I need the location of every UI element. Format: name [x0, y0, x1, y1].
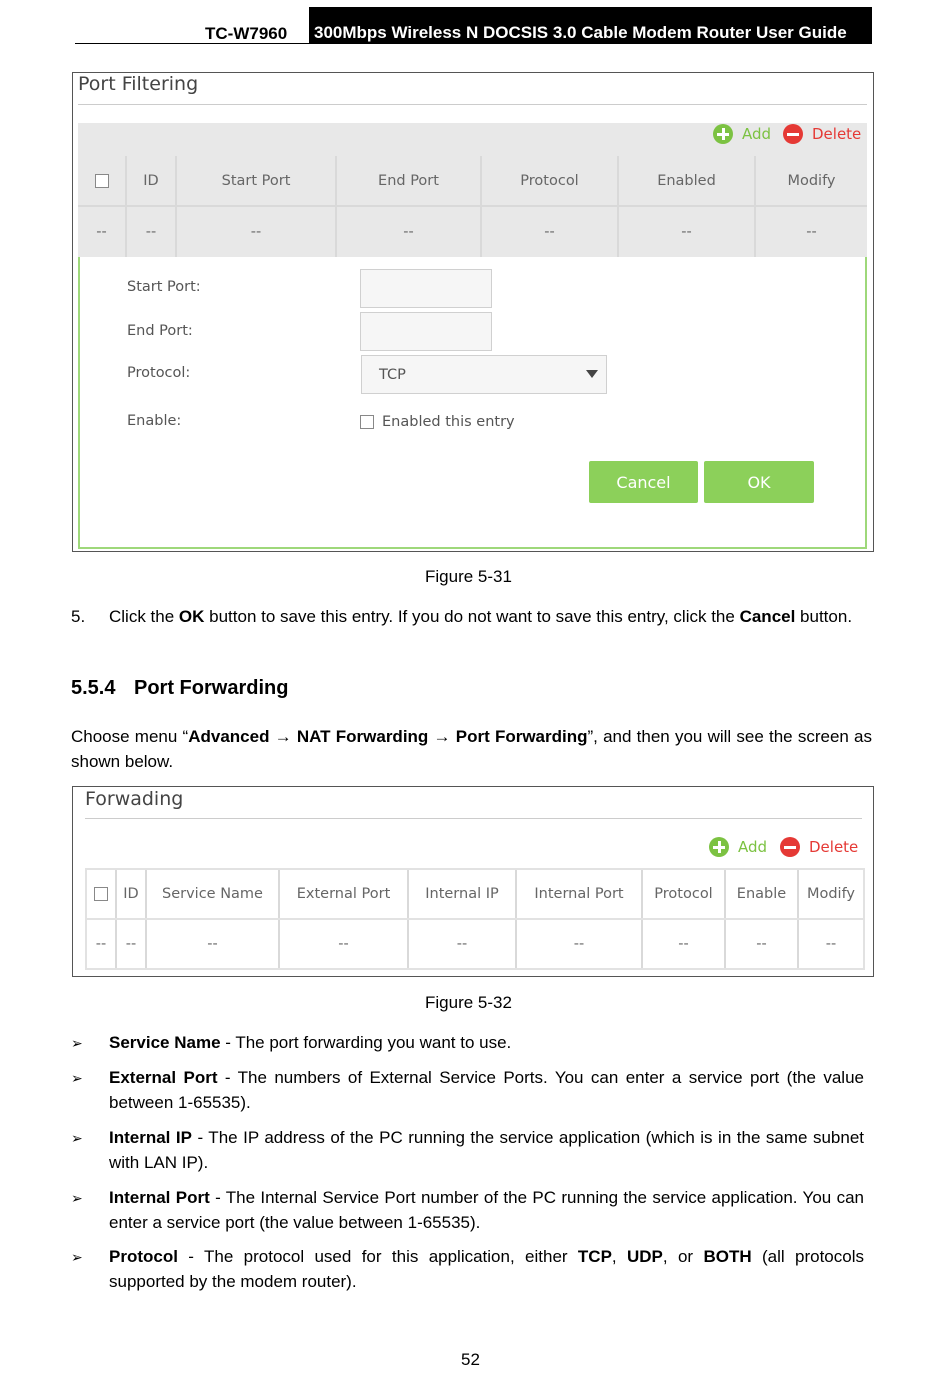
panel-title: Forwading	[85, 788, 184, 810]
step-text: Click the	[109, 607, 179, 626]
delete-icon	[783, 124, 803, 144]
header-model: TC-W7960	[205, 24, 288, 43]
row-cell: --	[177, 207, 337, 257]
col-enable: Enable	[726, 870, 799, 918]
start-port-label: Start Port:	[127, 279, 201, 295]
ok-button[interactable]: OK	[704, 461, 814, 503]
row-cell: --	[117, 920, 147, 968]
bullet-marker: ➢	[71, 1249, 83, 1265]
row-cell: --	[127, 207, 177, 257]
bullet-marker: ➢	[71, 1035, 83, 1051]
bullet-marker: ➢	[71, 1070, 83, 1086]
bullet-text: , or	[662, 1247, 704, 1266]
bullet-external-port	[109, 1065, 864, 1115]
add-button[interactable]	[713, 124, 771, 144]
select-all-cell	[87, 870, 117, 918]
arrow-icon: →	[428, 727, 456, 746]
delete-label: Delete	[809, 838, 859, 856]
bullet-term: Internal IP	[109, 1128, 192, 1147]
step-number: 5.	[71, 607, 86, 626]
panel-title-rule	[85, 818, 862, 819]
add-icon	[713, 124, 733, 144]
figure-5-31-caption: Figure 5-31	[425, 567, 512, 586]
add-button[interactable]	[709, 837, 767, 857]
protocol-label: Protocol:	[127, 365, 191, 381]
bullet-text: (all protocols supported by the modem router).	[109, 1247, 864, 1291]
row-cell: --	[87, 920, 117, 968]
col-modify: Modify	[806, 886, 856, 902]
intro-paragraph	[71, 724, 872, 774]
bullet-protocol	[109, 1244, 864, 1294]
bullet-term: Protocol	[109, 1247, 178, 1266]
row-cell: --	[517, 920, 643, 968]
step-text: button.	[795, 607, 853, 626]
delete-label: Delete	[812, 125, 862, 143]
bullet-term: Service Name	[109, 1033, 221, 1052]
bullet-internal-port	[109, 1185, 864, 1235]
bullet-term: Internal Port	[109, 1188, 210, 1207]
step-text: button to save this entry. If you do not want to save this entry, click the	[204, 607, 740, 626]
panel-title-rule	[78, 104, 867, 105]
table-row	[87, 920, 863, 968]
delete-icon	[780, 837, 800, 857]
bullet-text: - The IP address of the PC running the service application (which is in the same subnet with LAN IP).	[109, 1128, 865, 1172]
intro-text: ”, and then you will see the screen as shown below.	[71, 727, 873, 771]
table-row	[78, 207, 867, 257]
chevron-down-icon	[586, 370, 598, 378]
select-all-checkbox[interactable]	[94, 887, 108, 901]
row-cell: --	[825, 936, 837, 952]
ok-term: OK	[178, 607, 205, 626]
intro-text: Choose menu “	[71, 727, 189, 746]
col-internal-port: Internal Port	[517, 870, 643, 918]
enable-checkbox-label: Enabled this entry	[382, 414, 515, 430]
arrow-icon: →	[269, 727, 297, 746]
cancel-term: Cancel	[739, 607, 796, 626]
delete-button[interactable]	[780, 837, 858, 857]
figure-5-32-caption: Figure 5-32	[425, 993, 512, 1012]
table-header-row	[87, 870, 863, 920]
end-port-label: End Port:	[127, 323, 193, 339]
col-start-port: Start Port	[177, 156, 337, 205]
row-cell: --	[726, 920, 799, 968]
step-5-text	[109, 604, 872, 629]
row-cell: --	[619, 207, 756, 257]
col-id: ID	[117, 870, 147, 918]
col-enabled: Enabled	[619, 156, 756, 205]
section-title: Port Forwarding	[134, 677, 289, 699]
row-cell: --	[147, 920, 280, 968]
menu-advanced: Advanced	[188, 727, 270, 746]
bullet-term: External Port	[109, 1068, 218, 1087]
cancel-button[interactable]: Cancel	[589, 461, 698, 503]
row-cell: --	[280, 920, 409, 968]
row-cell: --	[482, 207, 619, 257]
col-internal-ip: Internal IP	[409, 870, 517, 918]
col-external-port: External Port	[280, 870, 409, 918]
row-cell: --	[806, 224, 817, 240]
protocol-select[interactable]	[361, 355, 607, 394]
bullet-marker: ➢	[71, 1130, 83, 1146]
row-cell: --	[409, 920, 517, 968]
bullet-text: - The numbers of External Service Ports. You can enter a service port (the value between 1-65535).	[109, 1068, 864, 1112]
tcp-term: TCP	[577, 1247, 612, 1266]
bullet-marker: ➢	[71, 1190, 83, 1206]
table-header-row	[78, 156, 867, 207]
col-service-name: Service Name	[147, 870, 280, 918]
panel-title: Port Filtering	[78, 73, 199, 95]
end-port-input[interactable]	[360, 312, 492, 351]
enable-checkbox-group[interactable]	[360, 414, 515, 430]
col-protocol: Protocol	[482, 156, 619, 205]
both-term: BOTH	[703, 1247, 752, 1266]
bullet-internal-ip	[109, 1125, 864, 1175]
bullet-text: - The port forwarding you want to use.	[220, 1033, 512, 1052]
row-cell: --	[643, 920, 726, 968]
select-all-cell	[78, 156, 127, 205]
header-title: 300Mbps Wireless N DOCSIS 3.0 Cable Modem Router User Guide	[309, 7, 872, 44]
enable-checkbox[interactable]	[360, 415, 374, 429]
row-cell: --	[78, 207, 127, 257]
select-all-checkbox[interactable]	[95, 174, 109, 188]
col-protocol: Protocol	[643, 870, 726, 918]
start-port-input[interactable]	[360, 269, 492, 308]
protocol-value: TCP	[379, 367, 406, 383]
udp-term: UDP	[627, 1247, 663, 1266]
col-id: ID	[127, 156, 177, 205]
forwarding-table	[85, 868, 865, 970]
bullet-service-name	[109, 1030, 872, 1055]
add-label: Add	[742, 125, 772, 143]
bullet-text: ,	[611, 1247, 627, 1266]
delete-button[interactable]	[783, 124, 861, 144]
col-modify: Modify	[787, 172, 836, 189]
enable-label: Enable:	[127, 413, 182, 429]
add-label: Add	[738, 838, 768, 856]
bullet-text: - The Internal Service Port number of the PC running the service application. You can enter a service port (the value between 1-65535).	[109, 1188, 864, 1232]
menu-nat-forwarding: NAT Forwarding	[296, 727, 429, 746]
row-cell: --	[337, 207, 482, 257]
page-number: 52	[461, 1350, 480, 1369]
port-filtering-screenshot	[72, 72, 874, 552]
forwarding-screenshot	[72, 786, 874, 977]
menu-port-forwarding: Port Forwarding	[455, 727, 588, 746]
col-end-port: End Port	[337, 156, 482, 205]
header-rule	[75, 43, 872, 44]
bullet-text: - The protocol used for this application, either	[177, 1247, 578, 1266]
section-number: 5.5.4	[71, 677, 116, 699]
add-icon	[709, 837, 729, 857]
